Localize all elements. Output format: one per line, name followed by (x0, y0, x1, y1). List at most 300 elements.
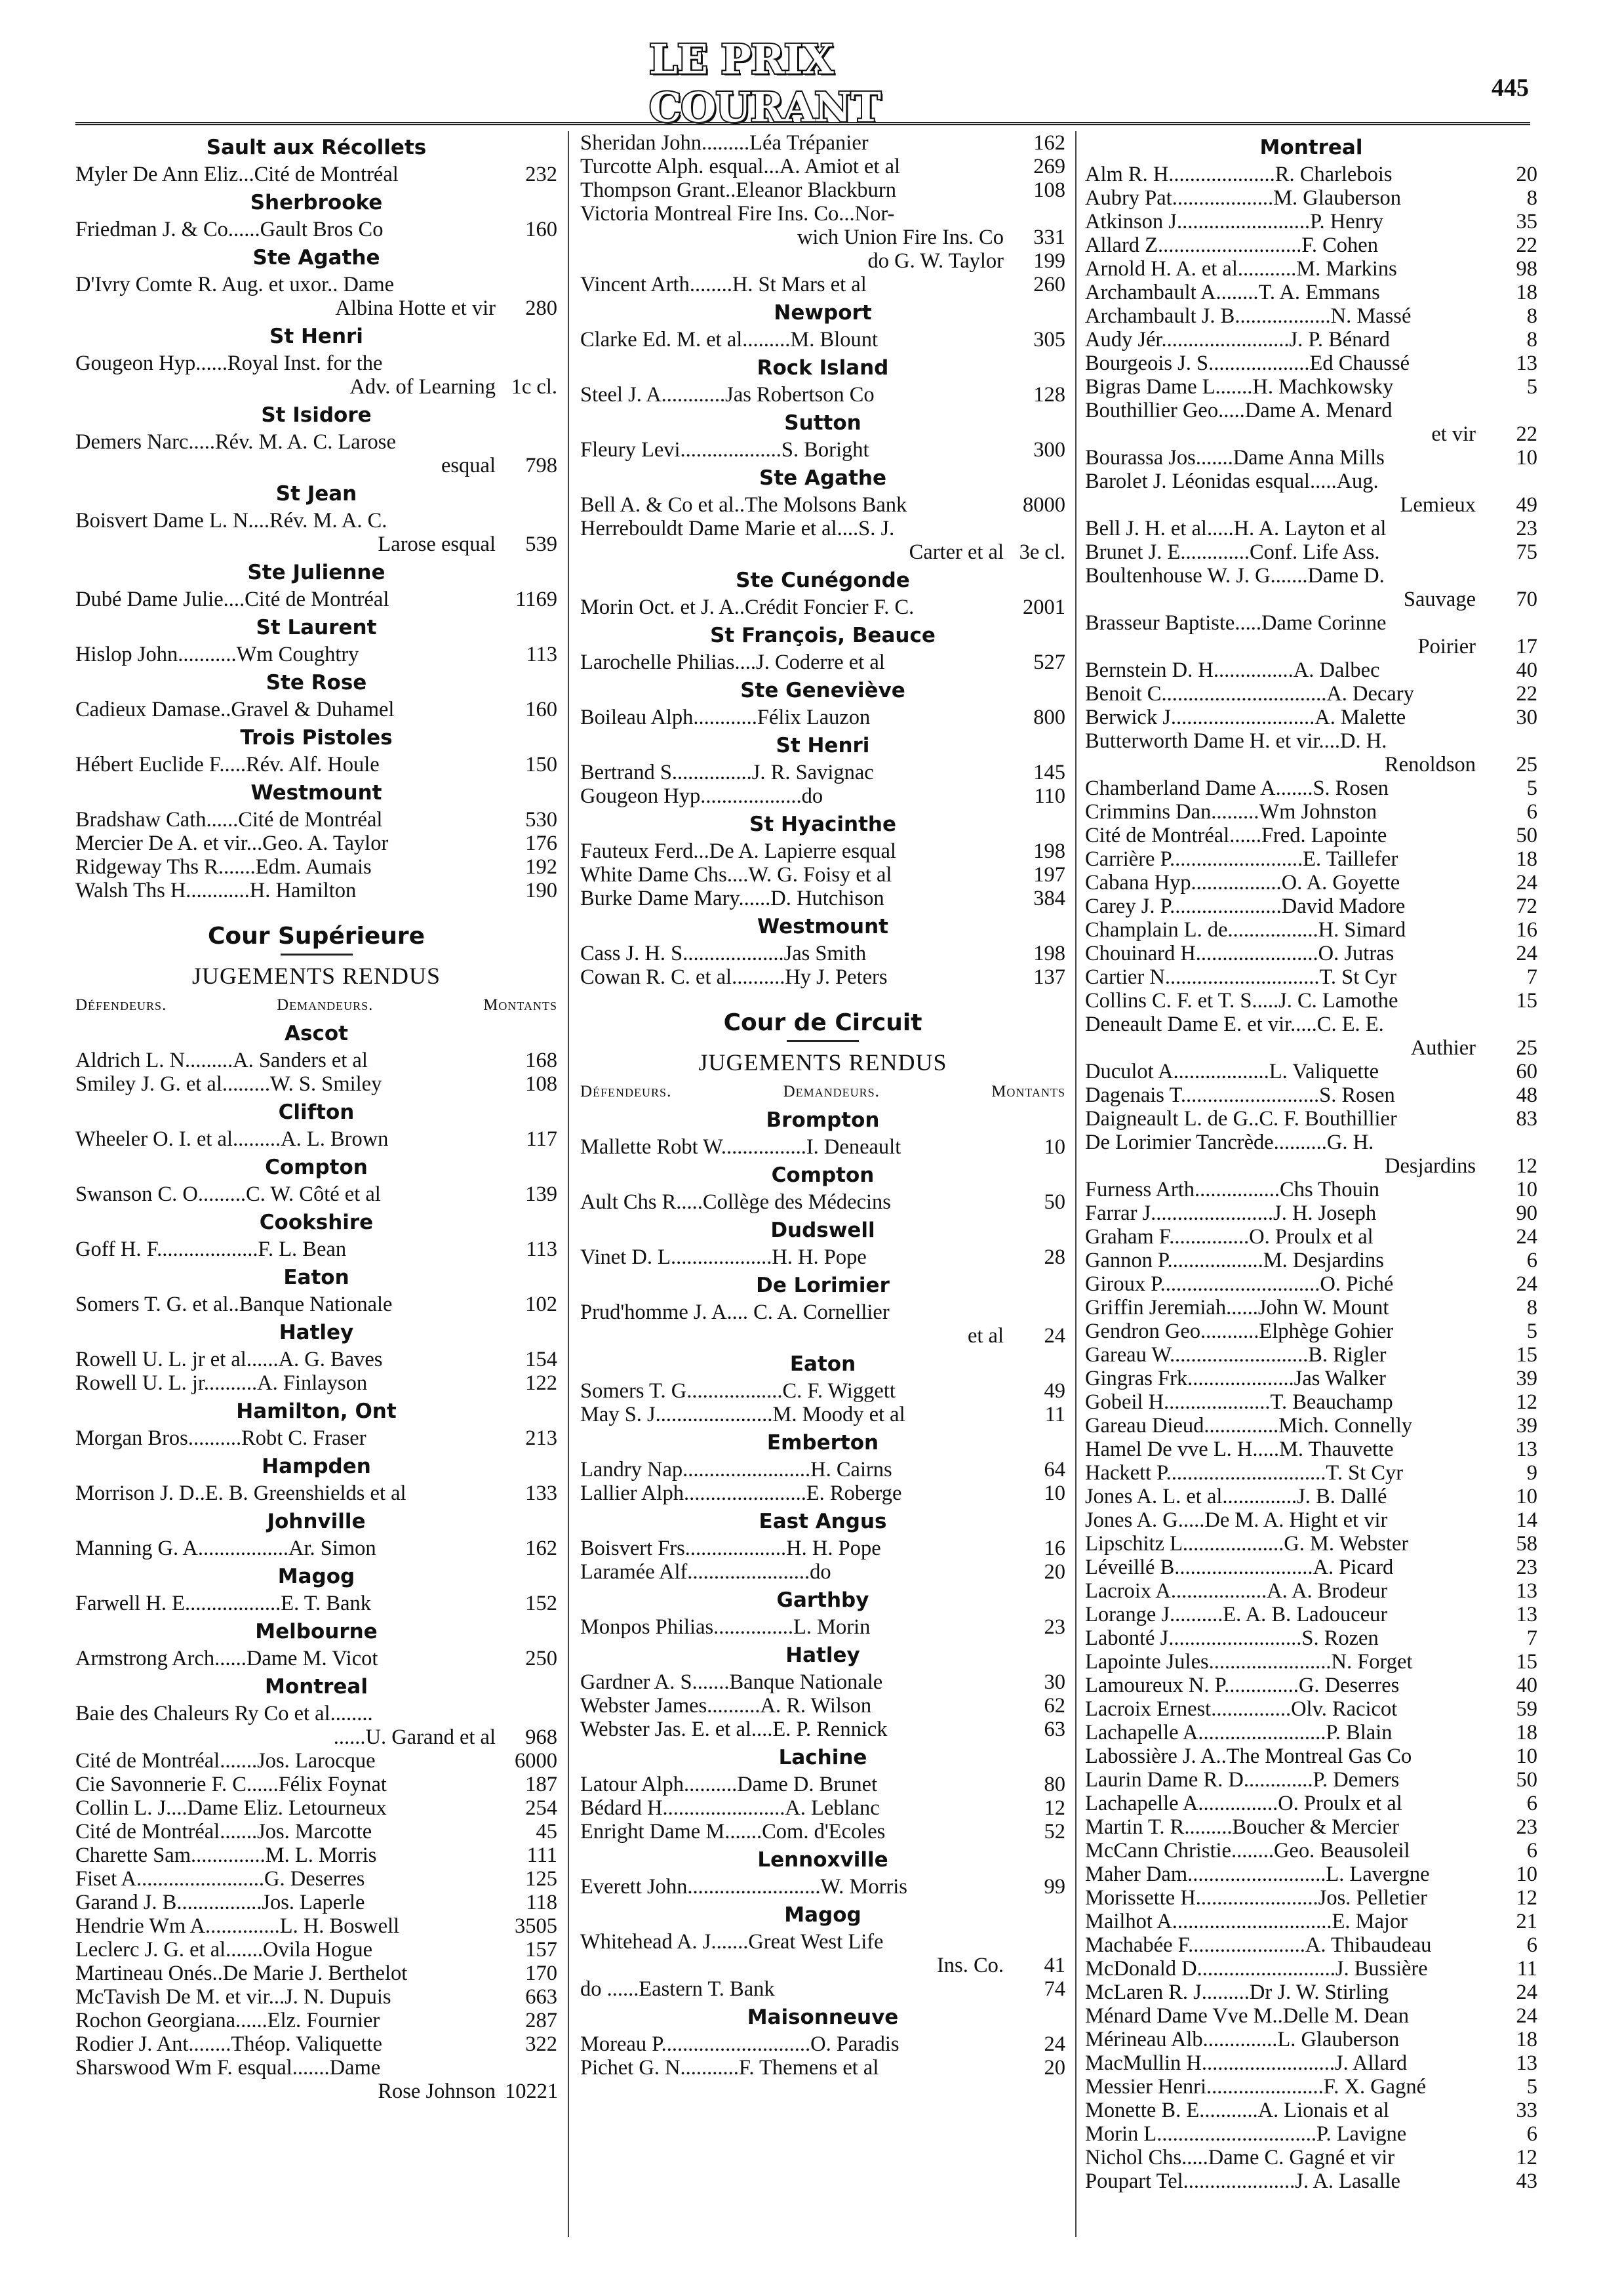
judgment-parties: Daigneault L. de G..C. F. Bouthillier (1085, 1107, 1397, 1131)
judgment-parties: Webster James..........A. R. Wilson (580, 1694, 872, 1718)
judgment-parties: Adv. of Learning (349, 375, 496, 399)
judgment-row (75, 588, 557, 611)
judgment-amount: 20 (1516, 163, 1537, 186)
judgment-amount: 18 (1516, 1721, 1537, 1744)
judgment-amount: 1169 (515, 588, 557, 611)
judgment-parties: Bouthillier Geo.....Dame A. Menard (1085, 399, 1393, 422)
judgment-amount: 52 (1044, 1820, 1065, 1843)
judgment-row (75, 1293, 557, 1316)
judgment-amount: 16 (1516, 918, 1537, 942)
judgment-parties: Collins C. F. et T. S.....J. C. Lamothe (1085, 989, 1398, 1013)
judgment-amount: 60 (1516, 1060, 1537, 1083)
judgment-row (580, 273, 1065, 296)
judgment-parties: Bigras Dame L.......H. Machkowsky (1085, 375, 1394, 399)
judgment-row (75, 273, 557, 296)
judgment-row (1085, 1910, 1537, 1933)
judgment-row (580, 1718, 1065, 1741)
judgment-row (580, 249, 1065, 273)
judgment-parties: Deneault Dame E. et vir.....C. E. E. (1085, 1013, 1384, 1036)
judgment-amount: 3505 (515, 1914, 557, 1938)
judgment-parties: Gannon P..................M. Desjardins (1085, 1249, 1384, 1272)
judgment-amount: 2001 (1023, 595, 1065, 619)
judgment-row (580, 155, 1065, 178)
judgment-row (75, 352, 557, 375)
judgment-amount: 305 (1033, 328, 1065, 352)
judgment-row (1085, 186, 1537, 210)
judgment-parties: Sharswood Wm F. esqual.......Dame (75, 2056, 381, 2080)
judgment-amount: 24 (1516, 942, 1537, 965)
judgment-row (1085, 800, 1537, 824)
judgment-parties: Myler De Ann Eliz...Cité de Montréal (75, 163, 399, 186)
locality-heading: Ascot (285, 1022, 348, 1045)
judgment-amount: 287 (525, 2009, 557, 2032)
judgment-parties: Cie Savonnerie F. C......Félix Foynat (75, 1773, 387, 1796)
locality-heading: Ste Agathe (759, 466, 886, 490)
judgment-amount: 13 (1516, 1438, 1537, 1461)
judgment-row (580, 517, 1065, 540)
judgment-row (1085, 1556, 1537, 1579)
judgment-amount: 15 (1516, 989, 1537, 1013)
judgment-amount: 139 (525, 1182, 557, 1206)
judgment-row (1085, 2028, 1537, 2051)
judgment-amount: 22 (1516, 682, 1537, 706)
judgment-parties: Carey J. P.....................David Madore (1085, 895, 1406, 918)
judgment-parties: Poirier (1417, 635, 1476, 658)
judgment-row (75, 1348, 557, 1371)
judgment-amount: 49 (1044, 1379, 1065, 1403)
judgment-amount: 20 (1044, 2056, 1065, 2080)
judgment-row (75, 1914, 557, 1938)
judgment-row (1085, 1390, 1537, 1414)
judgment-row (580, 1694, 1065, 1718)
judgment-amount: 10 (1516, 1863, 1537, 1886)
judgment-row (1085, 706, 1537, 729)
judgment-row (1085, 2075, 1537, 2099)
judgment-amount: 59 (1516, 1697, 1537, 1721)
judgment-parties: Cass J. H. S...................Jas Smith (580, 942, 867, 965)
locality-heading: Emberton (766, 1431, 879, 1455)
judgment-parties: Boisvert Frs...................H. H. Pope (580, 1537, 881, 1560)
judgment-row (75, 1481, 557, 1505)
judgment-amount: 15 (1516, 1343, 1537, 1367)
judgment-parties: Gareau Dieud..............Mich. Connelly (1085, 1414, 1413, 1438)
judgment-row (1085, 233, 1537, 257)
judgment-amount: 23 (1516, 1556, 1537, 1579)
judgment-parties: McCann Christie........Geo. Beausoleil (1085, 1839, 1410, 1863)
judgment-parties: Desjardins (1385, 1154, 1476, 1178)
judgment-amount: 7 (1526, 1626, 1537, 1650)
judgment-parties: Albina Hotte et vir (335, 296, 496, 320)
judgment-parties: Jones A. G.....De M. A. Hight et vir (1085, 1508, 1388, 1532)
judgment-amount: 6 (1526, 1933, 1537, 1957)
judgment-amount: 10 (1516, 1485, 1537, 1508)
locality-heading: De Lorimier (756, 1274, 890, 1297)
judgment-parties: Somers T. G..................C. F. Wiggett (580, 1379, 896, 1403)
judgment-parties: Lapointe Jules.......................N. Forget (1085, 1650, 1413, 1674)
judgment-row (75, 2032, 557, 2056)
judgment-parties: Alm R. H....................R. Charlebois (1085, 163, 1393, 186)
judgment-row (75, 163, 557, 186)
judgment-parties: Bradshaw Cath......Cité de Montréal (75, 808, 383, 832)
judgment-row (75, 808, 557, 832)
judgment-row (1085, 1438, 1537, 1461)
judgment-parties: Lallier Alph.......................E. Roberge (580, 1481, 902, 1505)
judgment-parties: Turcotte Alph. esqual...A. Amiot et al (580, 155, 901, 178)
judgment-amount: 145 (1033, 761, 1065, 784)
judgment-parties: do ......Eastern T. Bank (580, 1977, 775, 2001)
judgment-row (1085, 1367, 1537, 1390)
page-number: 445 (1492, 74, 1529, 102)
judgment-parties: Webster Jas. E. et al....E. P. Rennick (580, 1718, 888, 1741)
judgment-amount: 192 (525, 855, 557, 879)
judgment-parties: Crimmins Dan.........Wm Johnston (1085, 800, 1377, 824)
judgment-amount: 12 (1516, 2146, 1537, 2169)
judgment-parties: Cartier N.............................T. St Cyr (1085, 965, 1397, 989)
judgment-amount: 80 (1044, 1773, 1065, 1796)
judgment-row (580, 2032, 1065, 2056)
judgment-row (580, 383, 1065, 407)
judgment-amount: 137 (1033, 965, 1065, 989)
judgment-parties: Lorange J..........E. A. B. Ladouceur (1085, 1603, 1388, 1626)
judgment-amount: 162 (1033, 131, 1065, 155)
locality-heading: Melbourne (255, 1620, 378, 1643)
judgment-row (1085, 1792, 1537, 1815)
judgment-row (1085, 564, 1537, 588)
judgment-row (580, 839, 1065, 863)
judgment-parties: Giroux P..............................O. Piché (1085, 1272, 1394, 1296)
judgment-amount: 15 (1516, 1650, 1537, 1674)
judgment-parties: Lamoureux N. P..............G. Deserres (1085, 1674, 1400, 1697)
judgment-parties: Goff H. F...................F. L. Bean (75, 1238, 347, 1261)
judgment-amount: 21 (1516, 1910, 1537, 1933)
judgment-row (1085, 753, 1537, 776)
judgment-row (1085, 163, 1537, 186)
judgment-parties: Fiset A........................G. Deserres (75, 1867, 365, 1891)
judgment-row (580, 1615, 1065, 1639)
judgment-row (580, 226, 1065, 249)
judgment-parties: Chamberland Dame A.......S. Rosen (1085, 776, 1389, 800)
locality-heading: Westmount (250, 781, 382, 805)
judgment-parties: Clarke Ed. M. et al.........M. Blount (580, 328, 879, 352)
locality-heading: Hatley (279, 1321, 354, 1344)
judgment-amount: 23 (1044, 1615, 1065, 1639)
judgment-parties: Martineau Onés..De Marie J. Berthelot (75, 1962, 408, 1985)
judgment-amount: 198 (1033, 942, 1065, 965)
judgments-title: JUGEMENTS RENDUS (698, 1049, 947, 1076)
masthead-logo (649, 35, 977, 131)
judgment-amount: 798 (525, 454, 557, 477)
judgment-row (580, 2056, 1065, 2080)
judgment-amount: 22 (1516, 233, 1537, 257)
judgment-row (1085, 965, 1537, 989)
judgment-parties: Archambault J. B..................N. Massé (1085, 304, 1412, 328)
judgment-parties: Boileau Alph............Félix Lauzon (580, 706, 871, 729)
judgment-amount: 331 (1033, 226, 1065, 249)
judgment-row (1085, 847, 1537, 871)
judgment-parties: Morin Oct. et J. A..Crédit Foncier F. C. (580, 595, 915, 619)
judgment-amount: 12 (1516, 1886, 1537, 1910)
column-2 (580, 131, 1065, 2257)
judgment-row (580, 761, 1065, 784)
judgment-row (580, 328, 1065, 352)
judgment-parties: Gareau W..........................B. Rigler (1085, 1343, 1387, 1367)
judgment-parties: Herrebouldt Dame Marie et al....S. J. (580, 517, 895, 540)
locality-heading: Lennoxville (757, 1848, 888, 1872)
judgment-amount: 6 (1526, 1839, 1537, 1863)
locality-heading: Trois Pistoles (240, 726, 393, 750)
judgment-parties: Enright Dame M.......Com. d'Ecoles (580, 1820, 886, 1843)
judgment-amount: 45 (536, 1820, 557, 1843)
judgment-row (75, 1127, 557, 1151)
judgment-row (1085, 2146, 1537, 2169)
judgment-amount: 24 (1516, 871, 1537, 895)
judgment-amount: 254 (525, 1796, 557, 1820)
judgment-row (1085, 871, 1537, 895)
judgment-amount: 72 (1516, 895, 1537, 918)
judgment-row (1085, 918, 1537, 942)
judgment-parties: MacMullin H.........................J. Allard (1085, 2051, 1408, 2075)
judgment-row (75, 1182, 557, 1206)
judgment-amount: 18 (1516, 2028, 1537, 2051)
judgment-amount: 170 (525, 1962, 557, 1985)
judgment-row (75, 753, 557, 776)
judgment-amount: 213 (525, 1426, 557, 1450)
judgment-amount: 13 (1516, 1603, 1537, 1626)
judgment-amount: 63 (1044, 1718, 1065, 1741)
judgment-parties: Larochelle Philias....J. Coderre et al (580, 651, 885, 674)
judgment-row (580, 651, 1065, 674)
judgment-amount: 113 (526, 643, 557, 666)
judgment-amount: 300 (1033, 438, 1065, 462)
judgment-amount: 5 (1526, 1319, 1537, 1343)
judgment-parties: Benoit C...............................A. Decary (1085, 682, 1414, 706)
judgment-row (580, 1773, 1065, 1796)
judgment-row (1085, 2051, 1537, 2075)
judgment-row (580, 202, 1065, 226)
judgment-amount: 12 (1044, 1796, 1065, 1820)
judgment-parties: Whitehead A. J.......Great West Life (580, 1930, 884, 1954)
plaintiffs-header: Demandeurs. (277, 996, 374, 1014)
defendants-header: Défendeurs. (75, 996, 167, 1014)
judgment-amount: 197 (1033, 863, 1065, 887)
locality-heading: St Henri (776, 734, 870, 757)
amounts-header: Montants (991, 1083, 1065, 1100)
judgment-amount: 113 (526, 1238, 557, 1261)
judgment-row (1085, 328, 1537, 352)
judgment-parties: Authier (1410, 1036, 1476, 1060)
locality-heading: Ste Geneviève (740, 679, 905, 702)
judgment-row (1085, 824, 1537, 847)
judgment-amount: 17 (1516, 635, 1537, 658)
judgment-row (1085, 446, 1537, 470)
judgment-amount: 43 (1516, 2169, 1537, 2193)
judgment-amount: 663 (525, 1985, 557, 2009)
locality-heading: Westmount (757, 915, 888, 938)
judgment-row (1085, 422, 1537, 446)
judgment-parties: Monpos Philias...............L. Morin (580, 1615, 871, 1639)
locality-heading: Sherbrooke (250, 191, 383, 214)
judgment-parties: Mercier De A. et vir...Geo. A. Taylor (75, 832, 389, 855)
judgment-row (1085, 1249, 1537, 1272)
judgment-row (580, 1135, 1065, 1159)
judgment-amount: 33 (1516, 2099, 1537, 2122)
judgment-row (75, 2056, 557, 2080)
locality-heading: Ste Julienne (247, 561, 385, 584)
judgment-row (1085, 540, 1537, 564)
locality-heading: Magog (277, 1565, 355, 1588)
judgment-amount: 62 (1044, 1694, 1065, 1718)
judgment-amount: 8 (1526, 1296, 1537, 1319)
judgment-row (580, 1796, 1065, 1820)
judgment-row (1085, 1201, 1537, 1225)
judgment-row (75, 1725, 557, 1749)
judgment-row (75, 1985, 557, 2009)
judgment-parties: Demers Narc.....Rév. M. A. C. Larose (75, 430, 396, 454)
judgment-row (75, 1867, 557, 1891)
judgment-amount: 50 (1044, 1190, 1065, 1214)
judgment-row (75, 2009, 557, 2032)
judgment-parties: Sheridan John.........Léa Trépanier (580, 131, 869, 155)
judgment-parties: Messier Henri......................F. X. Gagné (1085, 2075, 1427, 2099)
judgment-parties: Pichet G. N...........F. Themens et al (580, 2056, 879, 2080)
judgment-row (580, 965, 1065, 989)
judgment-amount: 160 (525, 698, 557, 721)
judgment-parties: Poupart Tel.....................J. A. Lasalle (1085, 2169, 1400, 2193)
masthead-title: LE PRIX COURANT (649, 35, 880, 131)
judgment-amount: 3e cl. (1019, 540, 1065, 564)
judgment-row (1085, 1319, 1537, 1343)
judgment-row (580, 784, 1065, 808)
judgment-row (580, 1324, 1065, 1348)
judgment-amount: 187 (525, 1773, 557, 1796)
judgment-row (75, 1238, 557, 1261)
judgment-amount: 23 (1516, 517, 1537, 540)
judgment-parties: Walsh Ths H............H. Hamilton (75, 879, 357, 902)
judgment-row (1085, 2169, 1537, 2193)
judgment-parties: et vir (1431, 422, 1476, 446)
judgment-parties: Mailhot A..............................E. Major (1085, 1910, 1408, 1933)
judgment-amount: 160 (525, 218, 557, 241)
judgment-amount: 800 (1033, 706, 1065, 729)
judgment-parties: Latour Alph..........Dame D. Brunet (580, 1773, 878, 1796)
judgment-parties: Burke Dame Mary......D. Hutchison (580, 887, 884, 910)
judgment-amount: 75 (1516, 540, 1537, 564)
judgments-title: JUGEMENTS RENDUS (191, 963, 441, 989)
judgment-parties: Fauteux Ferd...De A. Lapierre esqual (580, 839, 896, 863)
judgment-amount: 10 (1044, 1135, 1065, 1159)
judgment-row (1085, 1933, 1537, 1957)
judgment-row (75, 1647, 557, 1670)
judgment-parties: Victoria Montreal Fire Ins. Co...Nor- (580, 202, 895, 226)
judgment-amount: 133 (525, 1481, 557, 1505)
judgment-row (1085, 729, 1537, 753)
judgment-amount: 118 (526, 1891, 557, 1914)
judgment-amount: 5 (1526, 776, 1537, 800)
judgment-amount: 70 (1516, 588, 1537, 611)
judgment-row (75, 1843, 557, 1867)
judgment-parties: Graham F...............O. Proulx et al (1085, 1225, 1374, 1249)
judgment-amount: 28 (1044, 1245, 1065, 1269)
judgment-parties: Laurin Dame R. D.............P. Demers (1085, 1768, 1400, 1792)
judgment-amount: 11 (1044, 1403, 1065, 1426)
judgment-row (580, 706, 1065, 729)
judgment-parties: Ridgeway Ths R.......Edm. Aumais (75, 855, 372, 879)
judgment-parties: Barolet J. Léonidas esqual.....Aug. (1085, 470, 1379, 493)
judgment-row (75, 1426, 557, 1450)
judgment-amount: 198 (1033, 839, 1065, 863)
judgment-row (580, 1379, 1065, 1403)
judgment-row (75, 1537, 557, 1560)
judgment-amount: 8 (1526, 186, 1537, 210)
judgment-row (1085, 1839, 1537, 1863)
judgment-amount: 25 (1516, 1036, 1537, 1060)
judgment-parties: Archambault A........T. A. Emmans (1085, 281, 1380, 304)
judgment-amount: 117 (526, 1127, 557, 1151)
judgment-parties: Rochon Georgiana......Elz. Fournier (75, 2009, 380, 2032)
judgment-parties: Charette Sam..............M. L. Morris (75, 1843, 377, 1867)
judgment-amount: 6 (1526, 2122, 1537, 2146)
locality-heading: St Henri (269, 325, 363, 348)
judgment-parties: Aldrich L. N.........A. Sanders et al (75, 1049, 368, 1072)
judgment-parties: Morrison J. D..E. B. Greenshields et al (75, 1481, 406, 1505)
judgment-amount: 58 (1516, 1532, 1537, 1556)
judgment-row (1085, 588, 1537, 611)
judgment-parties: Mérineau Alb..............L. Glauberson (1085, 2028, 1400, 2051)
judgment-parties: Manning G. A.................Ar. Simon (75, 1537, 376, 1560)
judgment-amount: 40 (1516, 1674, 1537, 1697)
judgment-parties: Allard Z...........................F. Cohen (1085, 233, 1378, 257)
judgment-amount: 9 (1526, 1461, 1537, 1485)
judgment-row (580, 131, 1065, 155)
judgment-parties: Gobeil H....................T. Beauchamp (1085, 1390, 1393, 1414)
judgment-parties: Bernstein D. H...............A. Dalbec (1085, 658, 1380, 682)
judgment-amount: 74 (1044, 1977, 1065, 2001)
judgment-row (580, 1954, 1065, 1977)
judgment-row (1085, 517, 1537, 540)
judgment-parties: Rose Johnson (378, 2080, 496, 2103)
judgment-amount: 527 (1033, 651, 1065, 674)
judgment-parties: esqual (441, 454, 496, 477)
judgment-amount: 157 (525, 1938, 557, 1962)
column-divider (568, 131, 569, 2237)
judgment-amount: 10 (1516, 1744, 1537, 1768)
judgment-parties: et al (967, 1324, 1004, 1348)
locality-heading: Ste Rose (266, 671, 367, 695)
judgment-row (1085, 470, 1537, 493)
judgment-amount: 269 (1033, 155, 1065, 178)
locality-heading: Montreal (265, 1675, 368, 1699)
judgment-row (580, 1977, 1065, 2001)
judgment-row (580, 595, 1065, 619)
locality-heading: Sault aux Récollets (206, 136, 427, 159)
judgment-parties: Hendrie Wm A..............L. H. Boswell (75, 1914, 400, 1938)
judgment-parties: McTavish De M. et vir...J. N. Dupuis (75, 1985, 391, 2009)
judgment-row (1085, 1485, 1537, 1508)
header-rule (75, 122, 1530, 125)
judgment-parties: Griffin Jeremiah......John W. Mount (1085, 1296, 1389, 1319)
judgment-row (1085, 1815, 1537, 1839)
judgment-parties: Brasseur Baptiste.....Dame Corinne (1085, 611, 1387, 635)
judgment-parties: do G. W. Taylor (867, 249, 1004, 273)
judgment-amount: 128 (1033, 383, 1065, 407)
judgment-row (580, 1481, 1065, 1505)
judgment-parties: Lachapelle A........................P. Blain (1085, 1721, 1393, 1744)
judgment-row (75, 454, 557, 477)
judgment-parties: Cabana Hyp.................O. A. Goyette (1085, 871, 1400, 895)
judgment-parties: ......U. Garand et al (333, 1725, 496, 1749)
judgment-parties: Somers T. G. et al..Banque Nationale (75, 1293, 393, 1316)
judgment-parties: McLaren R. J.........Dr J. W. Stirling (1085, 1981, 1389, 2004)
